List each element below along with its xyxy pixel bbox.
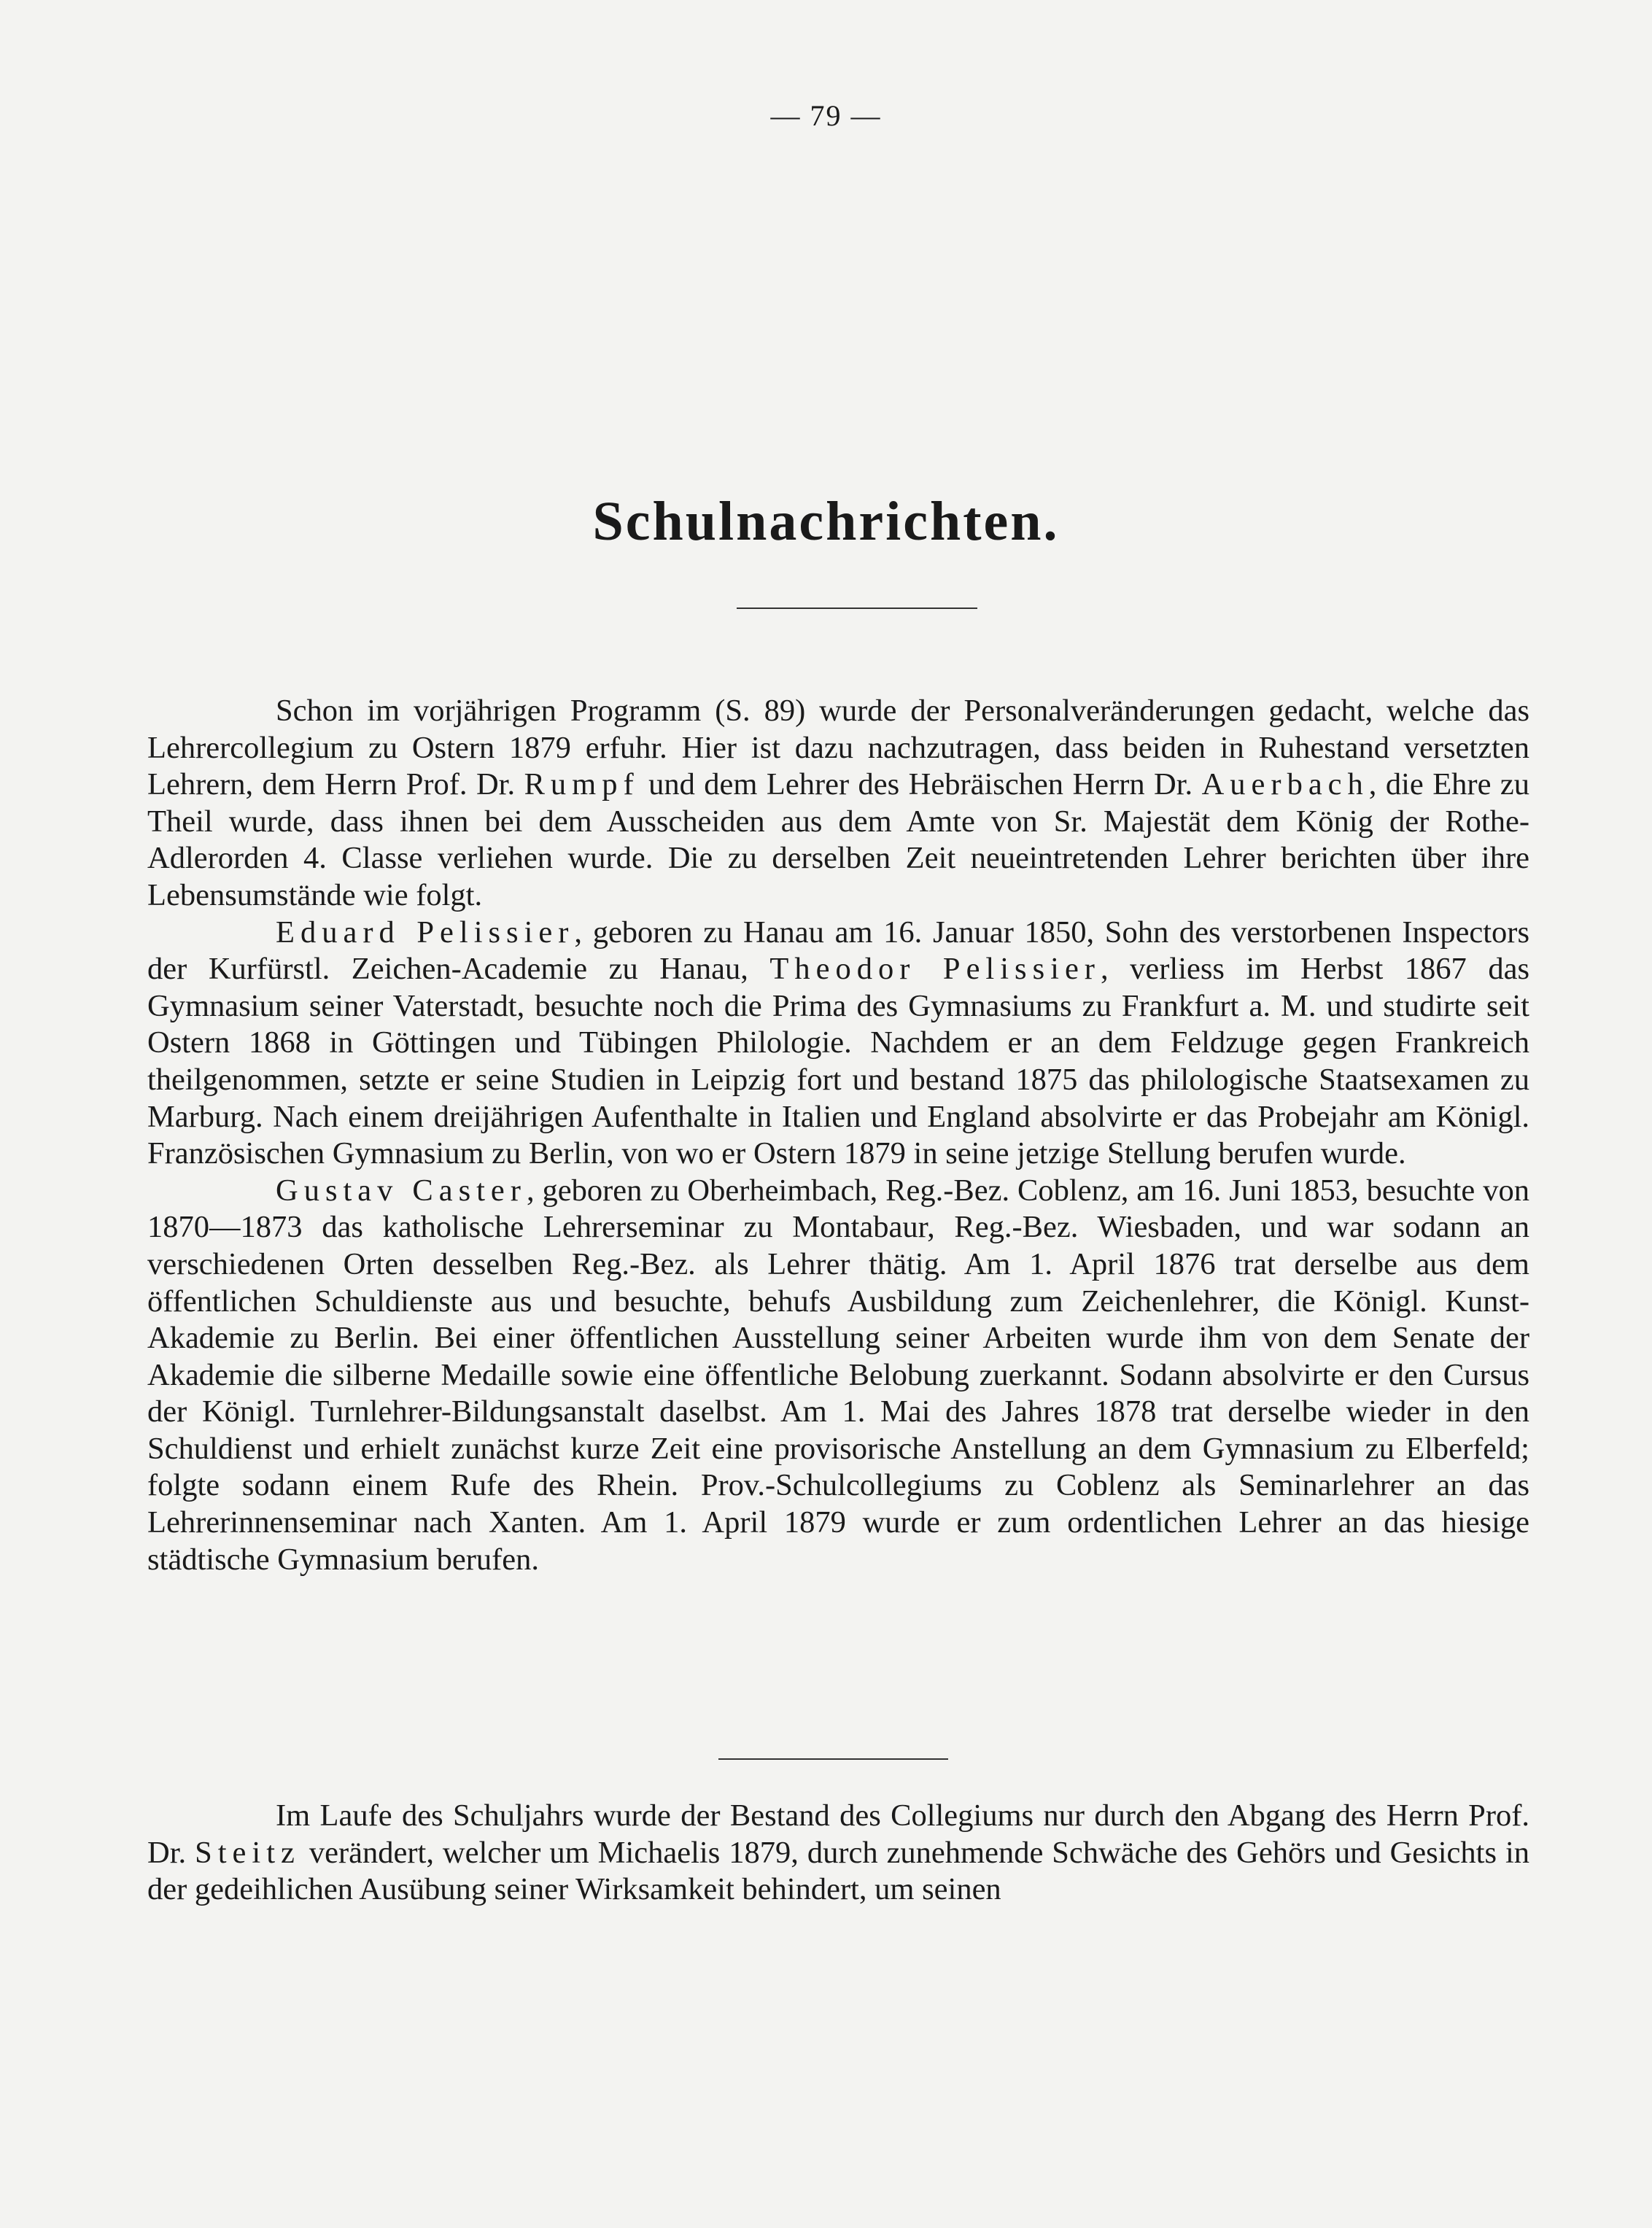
spaced-name: Rumpf [524, 767, 640, 802]
heading-rule [737, 608, 977, 609]
spaced-name: Auerbach [1201, 767, 1369, 802]
spaced-name: Gustav Caster [276, 1173, 527, 1208]
spaced-name: Steitz [195, 1835, 300, 1870]
section-1-body [147, 693, 1529, 1578]
spaced-name: Eduard Pelissier [276, 915, 575, 950]
section-heading: Schulnachrichten. [592, 491, 1060, 552]
section-2-body [147, 1798, 1529, 1909]
section-divider [718, 1758, 948, 1760]
paragraph-personnel-changes: Schon im vorjährigen Programm (S. 89) wurde der Personalveränderungen gedacht, welche das Lehrercollegium zu Ostern 1879 erfuhr. Hier ist dazu nachzutragen, dass beiden in Ruhestand versetzten Lehrern, dem Herrn Prof. Dr. Rumpf und dem Lehrer des Hebräischen Herrn Dr. Auerbach, die Ehre zu Theil wurde, dass ihnen bei dem Ausscheiden aus dem Amte von Sr. Majestät dem König der Rothe-Adlerorden 4. Classe verliehen wurde. Die zu derselben Zeit neueintretenden Lehrer berichten über ihre Lebensumstände wie folgt. [147, 694, 1530, 912]
paragraph-caster: Gustav Caster, geboren zu Oberheimbach, Reg.-Bez. Coblenz, am 16. Juni 1853, besuchte von 1870—1873 das katholische Lehrerseminar zu Montabaur, Reg.-Bez. Wiesbaden, und war sodann an verschiedenen Orten desselben Reg.-Bez. als Lehrer thätig. Am 1. April 1876 trat derselbe aus dem öffentlichen Schuldienste aus und besuchte, behufs Ausbildung zum Zeichenlehrer, die Königl. Kunst-Akademie zu Berlin. Bei einer öffentlichen Ausstellung seiner Arbeiten wurde ihm von dem Senate der Akademie die silberne Medaille sowie eine öffentliche Belobung zuerkannt. Sodann absolvirte er den Cursus der Königl. Turnlehrer-Bildungsanstalt daselbst. Am 1. Mai des Jahres 1878 trat derselbe wieder in den Schuldienst und erhielt zunächst kurze Zeit eine provisorische Anstellung an dem Gymnasium zu Elberfeld; folgte sodann einem Rufe des Rhein. Prov.-Schulcollegiums zu Coblenz als Seminarlehrer an das Lehrerinnenseminar nach Xanten. Am 1. April 1879 wurde er zum ordentlichen Lehrer an das hiesige städtische Gymnasium berufen. [147, 1173, 1529, 1577]
page-number: — 79 — [770, 99, 882, 132]
paragraph-steitz: Im Laufe des Schuljahrs wurde der Bestand des Collegiums nur durch den Abgang des Herrn Prof. Dr. Steitz verändert, welcher um Michaelis 1879, durch zunehmende Schwäche des Gehörs und Gesichts in der gedeihlichen Ausübung seiner Wirksamkeit behindert, um seinen [147, 1798, 1530, 1907]
paragraph-pelissier: Eduard Pelissier, geboren zu Hanau am 16. Januar 1850, Sohn des verstorbenen Inspectors der Kurfürstl. Zeichen-Academie zu Hanau, Theodor Pelissier, verliess im Herbst 1867 das Gymnasium seiner Vaterstadt, besuchte noch die Prima des Gymnasiums zu Frankfurt a. M. und studirte seit Ostern 1868 in Göttingen und Tübingen Philologie. Nachdem er an dem Feldzuge gegen Frankreich theilgenommen, setzte er seine Studien in Leipzig fort und bestand 1875 das philologische Staatsexamen zu Marburg. Nach einem dreijährigen Aufenthalte in Italien und England absolvirte er das Probejahr am Königl. Französischen Gymnasium zu Berlin, von wo er Ostern 1879 in seine jetzige Stellung berufen wurde. [147, 915, 1530, 1171]
spaced-name: Theodor Pelissier [769, 952, 1101, 987]
